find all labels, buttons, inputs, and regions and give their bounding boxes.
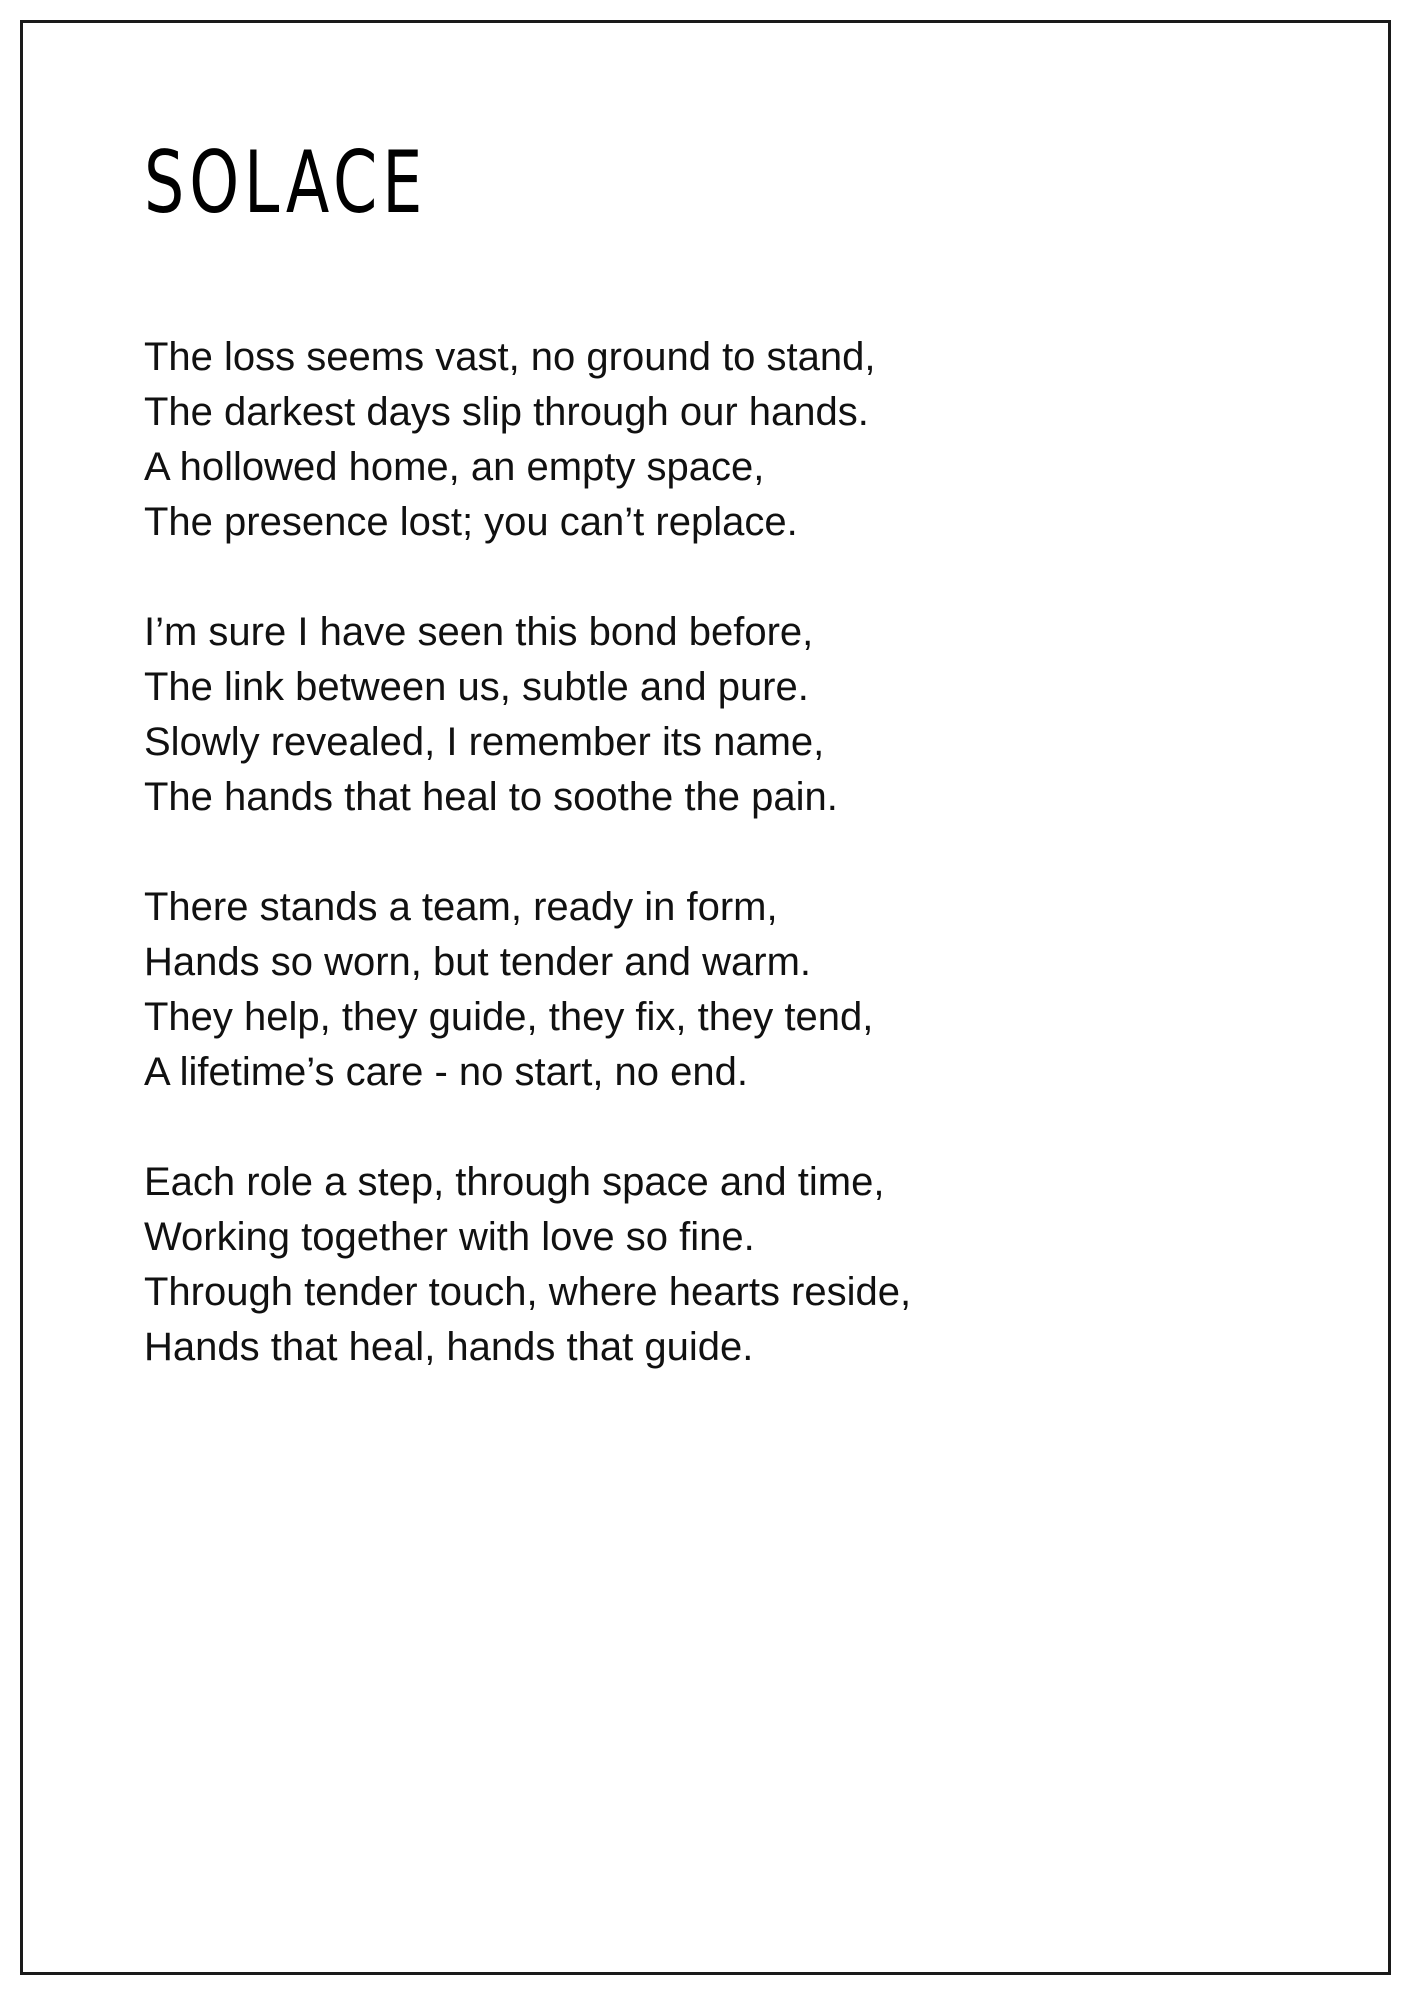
stanza-4: [144, 1155, 1294, 1375]
poem-line: The link between us, subtle and pure.: [144, 665, 809, 709]
stanza-2: [144, 605, 1294, 825]
poem-line: The hands that heal to soothe the pain.: [144, 775, 838, 819]
poem-line: A hollowed home, an empty space,: [144, 445, 765, 489]
poem-line: A lifetime’s care - no start, no end.: [144, 1050, 749, 1094]
poem-line: Hands that heal, hands that guide.: [144, 1325, 754, 1369]
poem-line: They help, they guide, they fix, they tend,: [144, 995, 874, 1039]
poem-line: Each role a step, through space and time,: [144, 1160, 885, 1204]
poem-line: Through tender touch, where hearts reside,: [144, 1270, 912, 1314]
stanza-1: [144, 330, 1294, 550]
poem-line: There stands a team, ready in form,: [144, 885, 778, 929]
stanza-3: [144, 880, 1294, 1100]
poem-line: Hands so worn, but tender and warm.: [144, 940, 812, 984]
poem-title: SOLACE: [144, 133, 428, 233]
poem-line: The darkest days slip through our hands.: [144, 390, 869, 434]
poem-body: [144, 330, 1294, 1430]
poem-line: I’m sure I have seen this bond before,: [144, 610, 814, 654]
poem-line: The loss seems vast, no ground to stand,: [144, 335, 876, 379]
poem-line: Slowly revealed, I remember its name,: [144, 720, 825, 764]
poem-line: Working together with love so fine.: [144, 1215, 755, 1259]
poem-line: The presence lost; you can’t replace.: [144, 500, 798, 544]
